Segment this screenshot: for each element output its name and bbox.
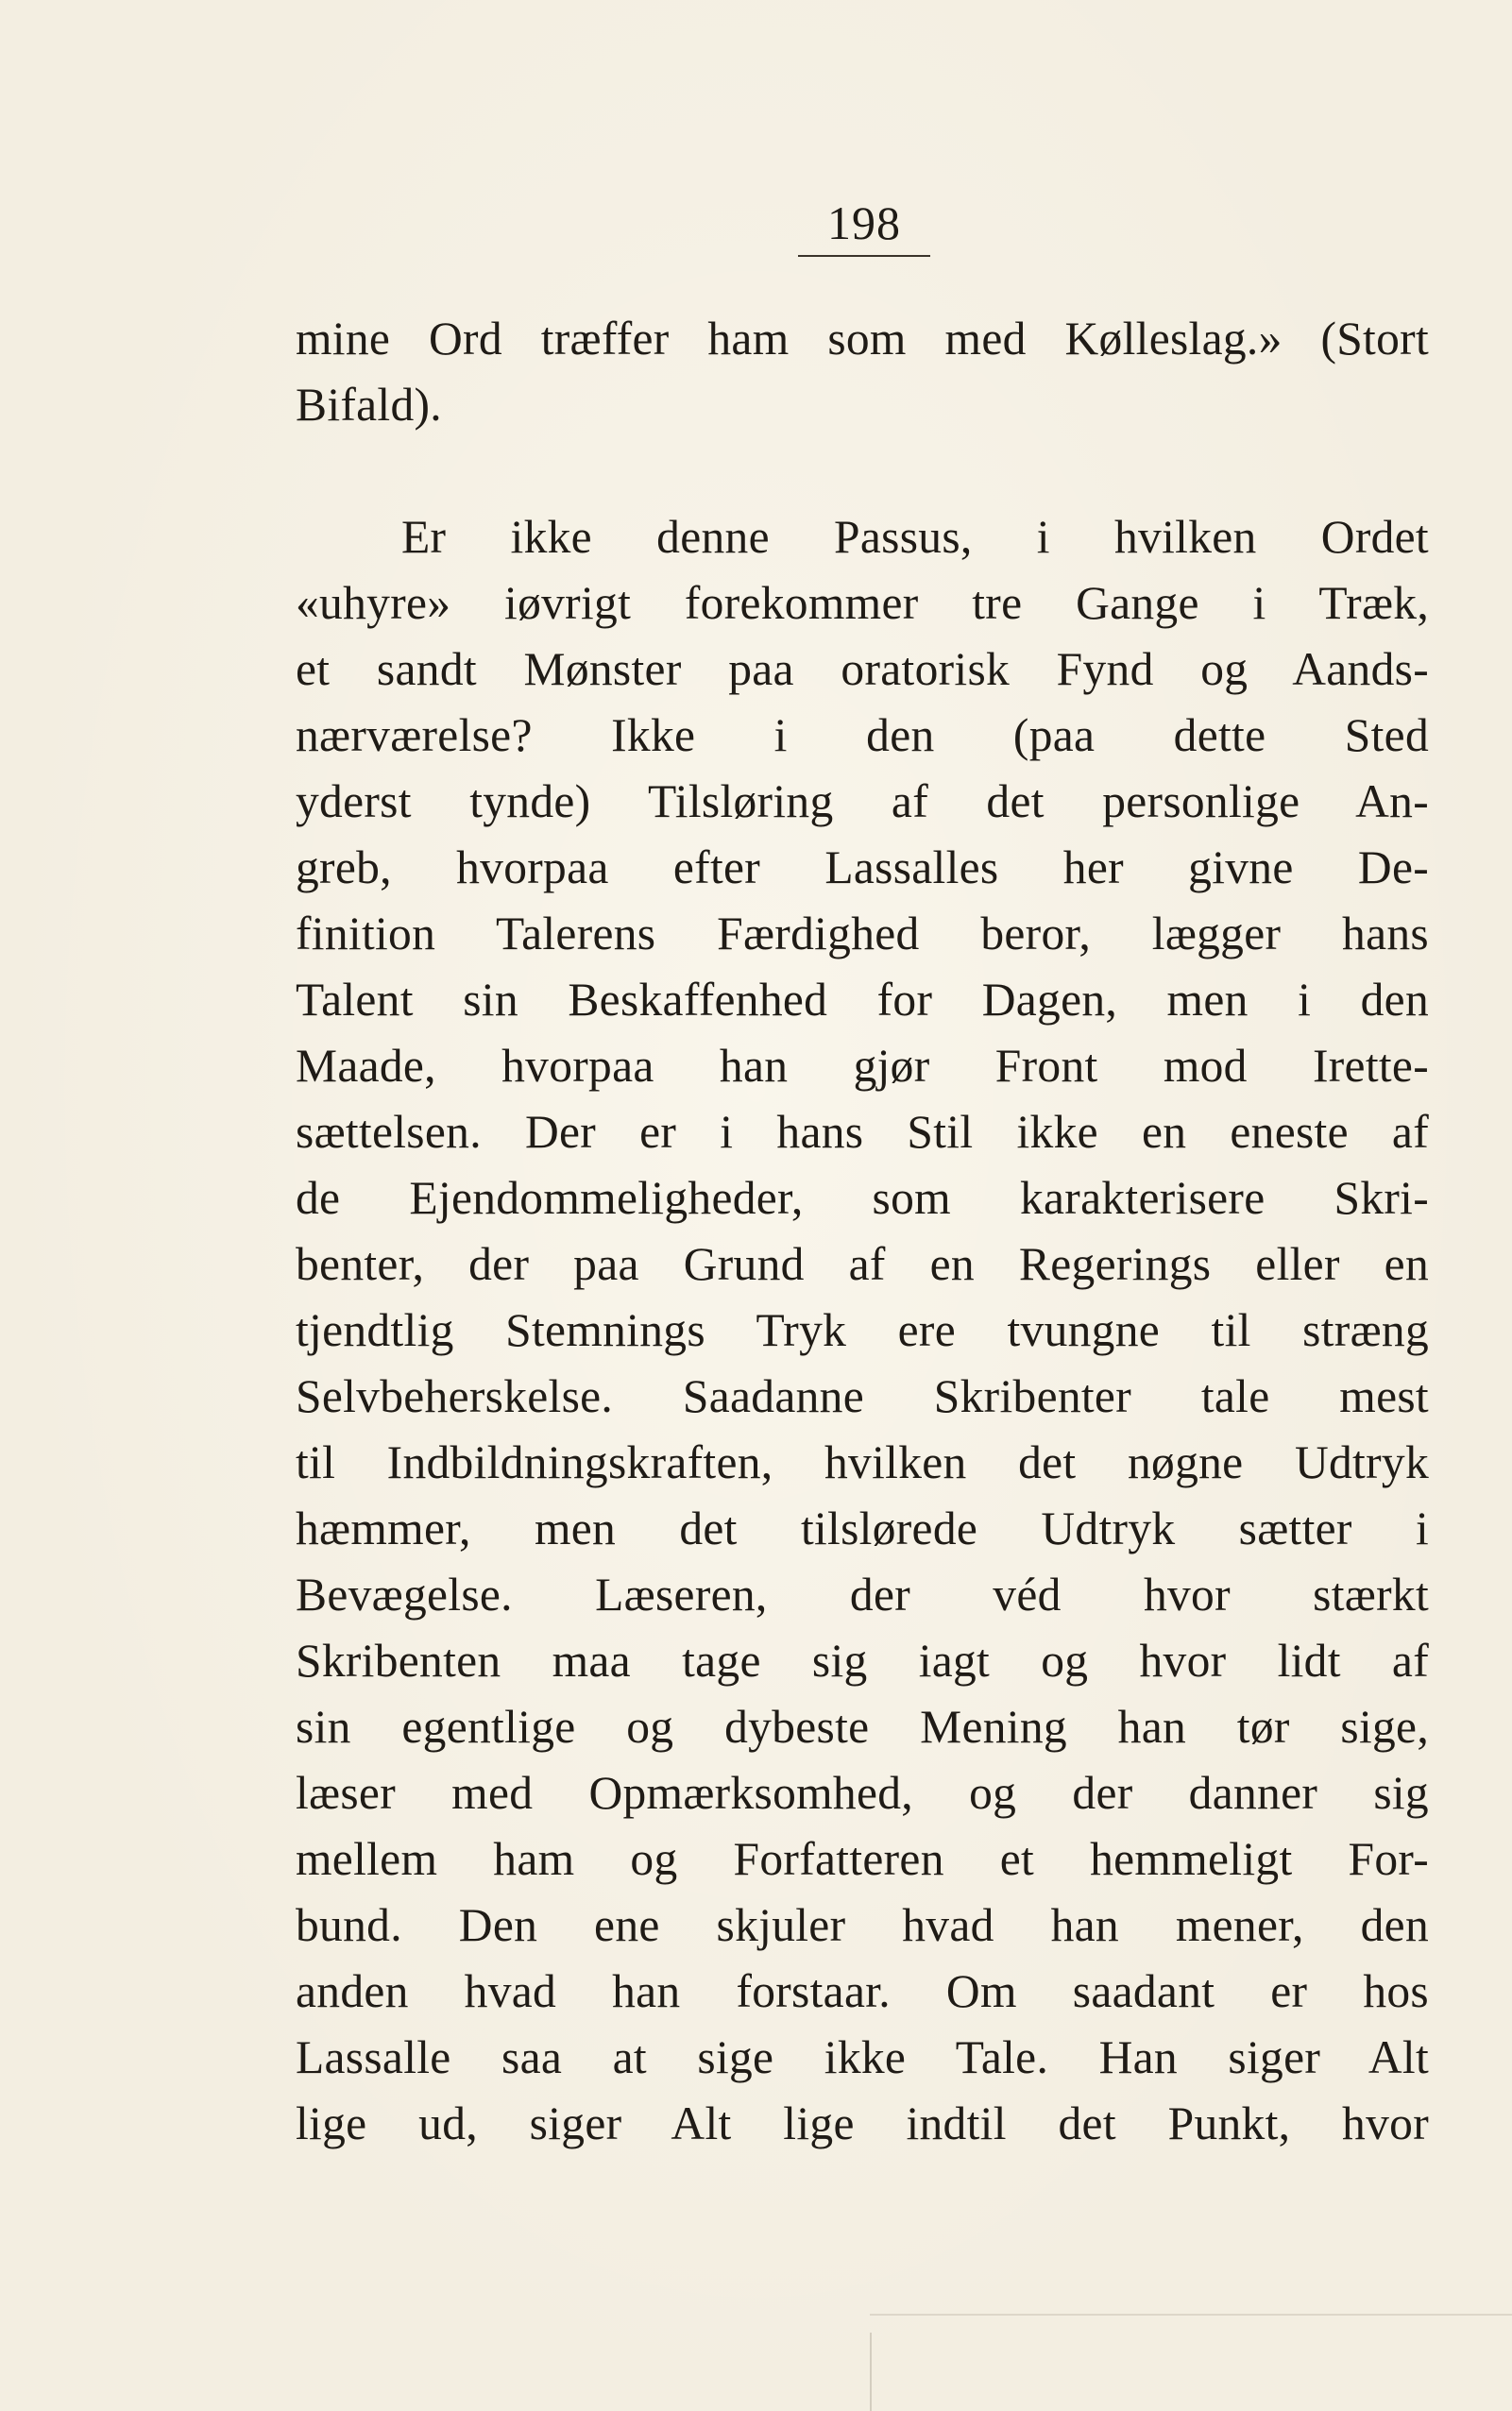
text-line: til Indbildningskraften, hvilken det nøgne Udtryk <box>296 1436 1429 1488</box>
text-line: Selvbeherskelse. Saadanne Skribenter tale mest <box>296 1370 1429 1422</box>
text-line: Lassalle saa at sige ikke Tale. Han siger Alt <box>296 2031 1429 2083</box>
text-line: et sandt Mønster paa oratorisk Fynd og Aands- <box>296 643 1429 695</box>
text-line: bund. Den ene skjuler hvad han mener, den <box>296 1899 1429 1951</box>
scan-edge-line <box>870 2314 1512 2316</box>
text-line: Bevægelse. Læseren, der véd hvor stærkt <box>296 1569 1429 1621</box>
text-line: Maade, hvorpaa han gjør Front mod Irette- <box>296 1040 1429 1092</box>
text-line: lige ud, siger Alt lige indtil det Punkt, hvor <box>296 2097 1429 2149</box>
text-line: Bifald). <box>296 379 442 431</box>
body-text <box>296 306 1429 2157</box>
text-line: Talent sin Beskaffenhed for Dagen, men i den <box>296 974 1429 1026</box>
text-line: yderst tynde) Tilsløring af det personlige An- <box>296 775 1429 827</box>
paragraph-gap <box>296 438 1429 504</box>
page-number: 198 <box>827 196 901 249</box>
text-line: finition Talerens Færdighed beror, lægger hans <box>296 908 1429 959</box>
text-line: «uhyre» iøvrigt forekommer tre Gange i Træk, <box>296 577 1429 629</box>
page-number-rule <box>798 255 930 257</box>
text-line: Er ikke denne Passus, i hvilken Ordet <box>401 511 1429 563</box>
text-line: de Ejendommeligheder, som karakterisere Skri- <box>296 1172 1429 1224</box>
text-line: læser med Opmærksomhed, og der danner sig <box>296 1767 1429 1819</box>
text-line: sin egentlige og dybeste Mening han tør sige, <box>296 1701 1429 1753</box>
text-line: mellem ham og Forfatteren et hemmeligt For- <box>296 1833 1429 1885</box>
text-line: hæmmer, men det tilslørede Udtryk sætter i <box>296 1503 1429 1554</box>
text-line: nærværelse? Ikke i den (paa dette Sted <box>296 709 1429 761</box>
scan-edge-mark <box>870 2333 872 2411</box>
text-line: anden hvad han forstaar. Om saadant er hos <box>296 1965 1429 2017</box>
text-line: greb, hvorpaa efter Lassalles her givne De- <box>296 841 1429 893</box>
text-line: sættelsen. Der er i hans Stil ikke en eneste af <box>296 1106 1429 1158</box>
text-line: Skribenten maa tage sig iagt og hvor lidt af <box>296 1635 1429 1687</box>
text-line: benter, der paa Grund af en Regerings eller en <box>296 1238 1429 1290</box>
text-line: tjendtlig Stemnings Tryk ere tvungne til stræng <box>296 1304 1429 1356</box>
text-line: mine Ord træffer ham som med Kølleslag.» (Stort <box>296 313 1429 365</box>
